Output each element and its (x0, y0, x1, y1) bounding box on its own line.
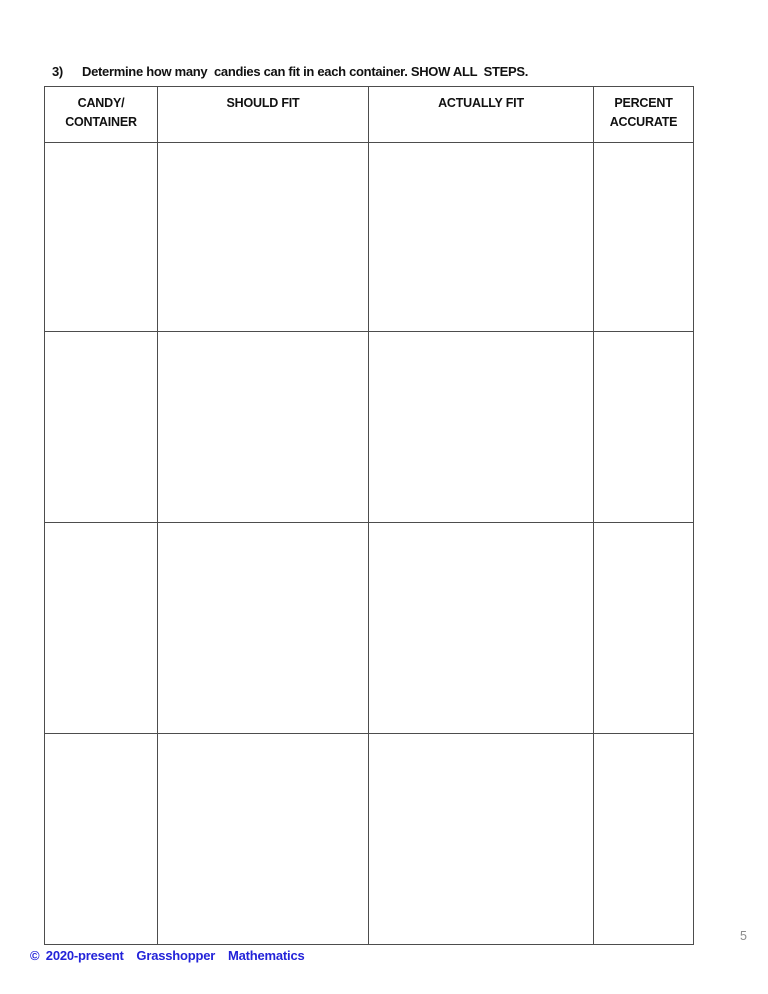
column-header-actually-fit (369, 87, 594, 143)
header-line: ACTUALLY FIT (438, 96, 524, 110)
table-cell (158, 332, 369, 523)
table-cell (594, 332, 694, 523)
header-line: CONTAINER (65, 115, 137, 129)
page-number: 5 (740, 929, 747, 943)
column-header-should-fit (158, 87, 369, 143)
table-cell (158, 734, 369, 945)
table-header-row (45, 87, 694, 143)
table-row (45, 332, 694, 523)
question-number: 3) (52, 64, 63, 79)
table-cell (45, 332, 158, 523)
header-line: PERCENT (614, 96, 673, 110)
table-cell (158, 523, 369, 734)
column-header-percent-accurate (594, 87, 694, 143)
candies-fit-table (44, 86, 694, 945)
table-row (45, 523, 694, 734)
header-line: CANDY/ (77, 96, 125, 110)
table-cell (369, 332, 594, 523)
table-row (45, 734, 694, 945)
table-cell (594, 523, 694, 734)
table-cell (369, 523, 594, 734)
question-text: Determine how many candies can fit in each container. SHOW ALL STEPS. (82, 64, 529, 79)
table-row (45, 143, 694, 332)
column-header-candy-container (45, 87, 158, 143)
table-cell (45, 523, 158, 734)
question-heading (52, 64, 528, 79)
header-line: SHOULD FIT (226, 96, 300, 110)
table-cell (369, 734, 594, 945)
header-line: ACCURATE (609, 115, 678, 129)
table-cell (158, 143, 369, 332)
table-cell (594, 734, 694, 945)
table-cell (45, 143, 158, 332)
table-cell (45, 734, 158, 945)
table-cell (369, 143, 594, 332)
table-cell (594, 143, 694, 332)
copyright-footer: © 2020-present Grasshopper Mathematics (30, 948, 305, 963)
